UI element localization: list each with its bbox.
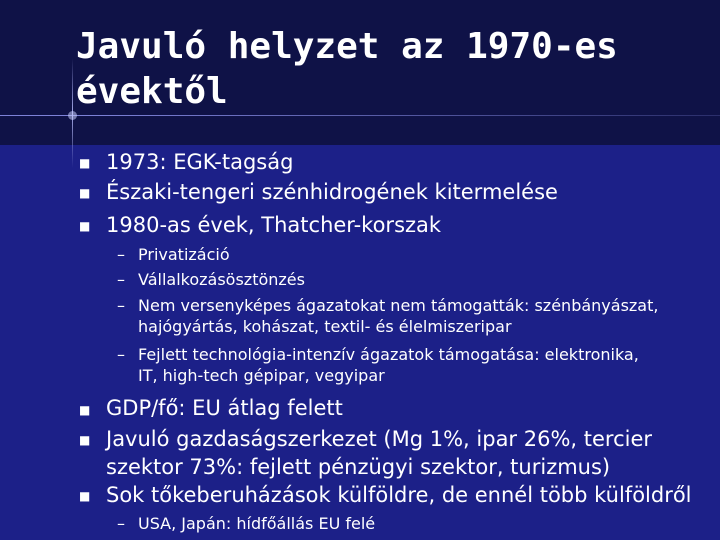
decorative-horizontal-line xyxy=(0,115,720,116)
bullet-item-5-line-1: Javuló gazdaságszerkezet (Mg 1%, ipar 26%, tercier xyxy=(106,427,653,451)
sub-item-line: Vállalkozásösztönzés xyxy=(138,270,305,289)
bullet-item-3: 1980-as évek, Thatcher-korszak xyxy=(106,213,442,237)
sub-item-line: Nem versenyképes ágazatokat nem támogatták: szénbányászat, xyxy=(138,296,659,315)
square-bullet-icon: ■ xyxy=(79,489,91,503)
sub-item-nem-versenykepes xyxy=(138,295,713,337)
dash-bullet-icon: – xyxy=(117,270,125,289)
slide-title-line-1: Javuló helyzet az 1970-es xyxy=(76,26,618,67)
square-bullet-icon: ■ xyxy=(79,403,91,417)
bullet-item-4: GDP/fő: EU átlag felett xyxy=(106,396,343,420)
sub-item-privatizacio xyxy=(138,244,713,265)
bullet-item-1: 1973: EGK-tagság xyxy=(106,150,294,174)
bullet-item-5-line-2: szektor 73%: fejlett pénzügyi szektor, turizmus) xyxy=(106,455,611,479)
sub-item-line: Fejlett technológia-intenzív ágazatok támogatása: elektronika, xyxy=(138,345,639,364)
sub-item-line: IT, high-tech gépipar, vegyipar xyxy=(138,366,385,385)
slide-title xyxy=(76,24,696,114)
sub-item-line: USA, Japán: hídfőállás EU felé xyxy=(138,514,376,533)
bullet-item-6: Sok tőkeberuházások külföldre, de ennél több külföldről xyxy=(106,483,692,507)
square-bullet-icon: ■ xyxy=(79,433,91,447)
sub-item-line: Privatizáció xyxy=(138,245,230,264)
square-bullet-icon: ■ xyxy=(79,186,91,200)
bullet-item-2: Északi-tengeri szénhidrogének kitermelése xyxy=(106,180,558,204)
square-bullet-icon: ■ xyxy=(79,156,91,170)
sub-item-vallalkozasosztonzes xyxy=(138,269,713,290)
dash-bullet-icon: – xyxy=(117,345,125,364)
square-bullet-icon: ■ xyxy=(79,219,91,233)
sub-item-usa-japan xyxy=(138,513,713,534)
sub-item-line: hajógyártás, kohászat, textil- és élelmiszeripar xyxy=(138,317,512,336)
dash-bullet-icon: – xyxy=(117,296,125,315)
sub-item-fejlett-technologia xyxy=(138,344,713,386)
dash-bullet-icon: – xyxy=(117,514,125,533)
dash-bullet-icon: – xyxy=(117,245,125,264)
slide-title-line-2: évektől xyxy=(76,71,228,112)
bullet-item-5 xyxy=(106,425,706,481)
